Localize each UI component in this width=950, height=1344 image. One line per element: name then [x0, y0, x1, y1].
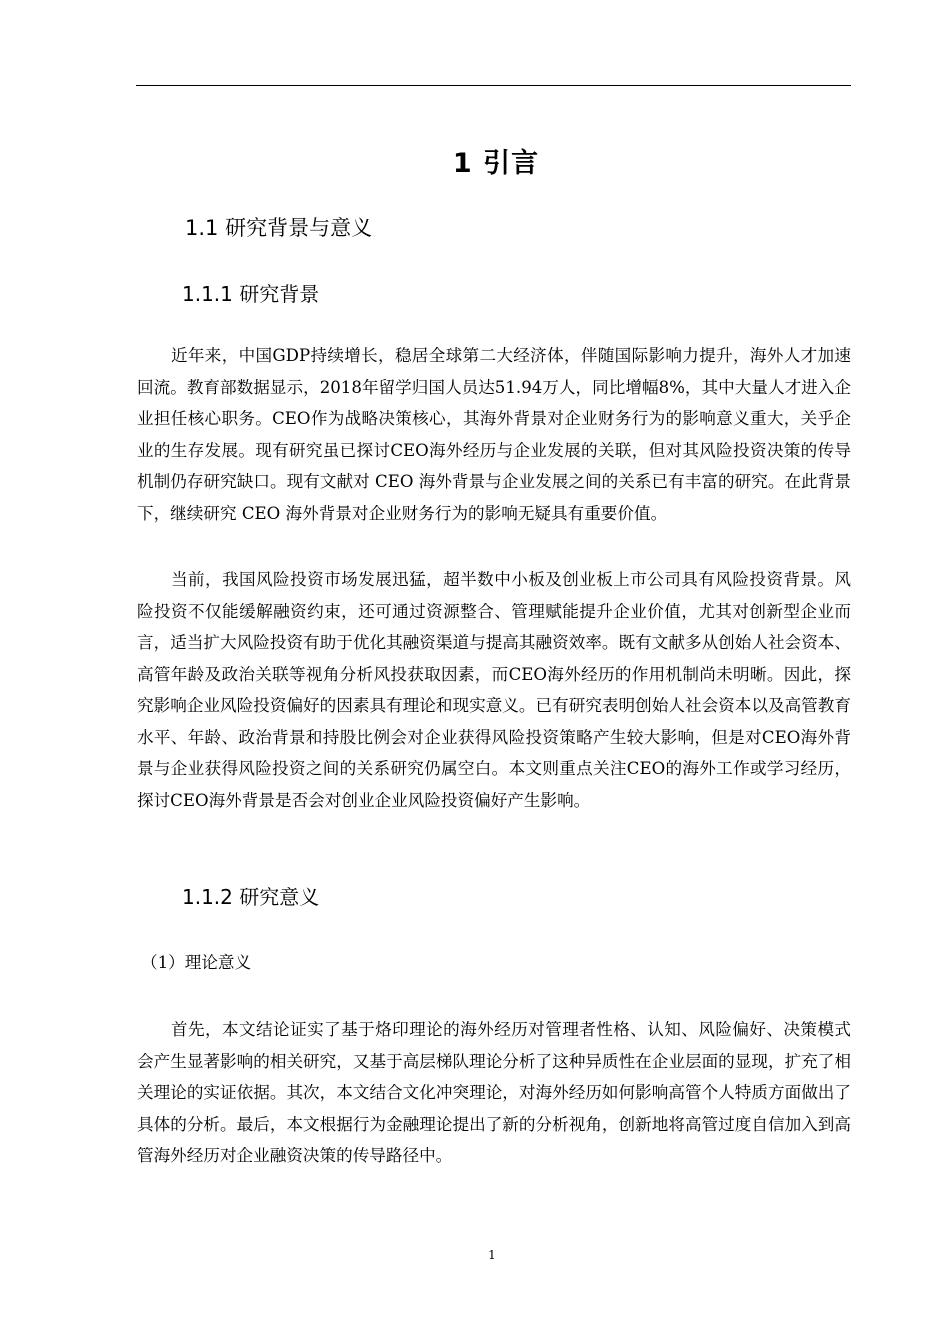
paragraph-background-2: 当前，我国风险投资市场发展迅猛，超半数中小板及创业板上市公司具有风险投资背景。风险投资不仅能缓解融资约束，还可通过资源整合、管理赋能提升企业价值，尤其对创新型企业而言，适当扩大风险投资有助于优化其融资渠道与提高其融资效率。既有文献多从创始人社会资本、高管年龄及政治关联等视角分析风投获取因素，而CEO海外经历的作用机制尚未明晰。因此，探究影响企业风险投资偏好的因素具有理论和现实意义。已有研究表明创始人社会资本以及高管教育水平、年龄、政治背景和持股比例会对企业获得风险投资策略产生较大影响，但是对CEO海外背景与企业获得风险投资之间的关系研究仍属空白。本文则重点关注CEO的海外工作或学习经历，探讨CEO海外背景是否会对创业企业风险投资偏好产生影响。 [137, 570, 851, 810]
section-title: 1.1 研究背景与意义 [185, 216, 373, 240]
subsection-title-background: 1.1.1 研究背景 [182, 282, 320, 306]
paragraph-background-1: 近年来，中国GDP持续增长，稳居全球第二大经济体，伴随国际影响力提升，海外人才加速回流。教育部数据显示，2018年留学归国人员达51.94万人，同比增幅8%，其中大量人才进入企业担任核心职务。CEO作为战略决策核心，其海外背景对企业财务行为的影响意义重大，关乎企业的生存发展。现有研究虽已探讨CEO海外经历与企业发展的关联，但对其风险投资决策的传导机制仍存研究缺口。现有文献对 CEO 海外背景与企业发展之间的关系已有丰富的研究。在此背景下，继续研究 CEO 海外背景对企业财务行为的影响无疑具有重要价值。 [137, 346, 851, 523]
paragraph-theoretical-significance: 首先，本文结论证实了基于烙印理论的海外经历对管理者性格、认知、风险偏好、决策模式会产生显著影响的相关研究，又基于高层梯队理论分析了这种异质性在企业层面的显现，扩充了相关理论的实证依据。其次，本文结合文化冲突理论，对海外经历如何影响高管个人特质方面做出了具体的分析。最后，本文根据行为金融理论提出了新的分析视角，创新地将高管过度自信加入到高管海外经历对企业融资决策的传导路径中。 [137, 1020, 851, 1165]
header-rule [136, 85, 851, 86]
chapter-title: 1 引言 [452, 148, 540, 179]
subsection-title-significance: 1.1.2 研究意义 [182, 885, 320, 909]
page-number: 1 [488, 1248, 496, 1262]
theoretical-significance-label: （1）理论意义 [141, 953, 252, 972]
